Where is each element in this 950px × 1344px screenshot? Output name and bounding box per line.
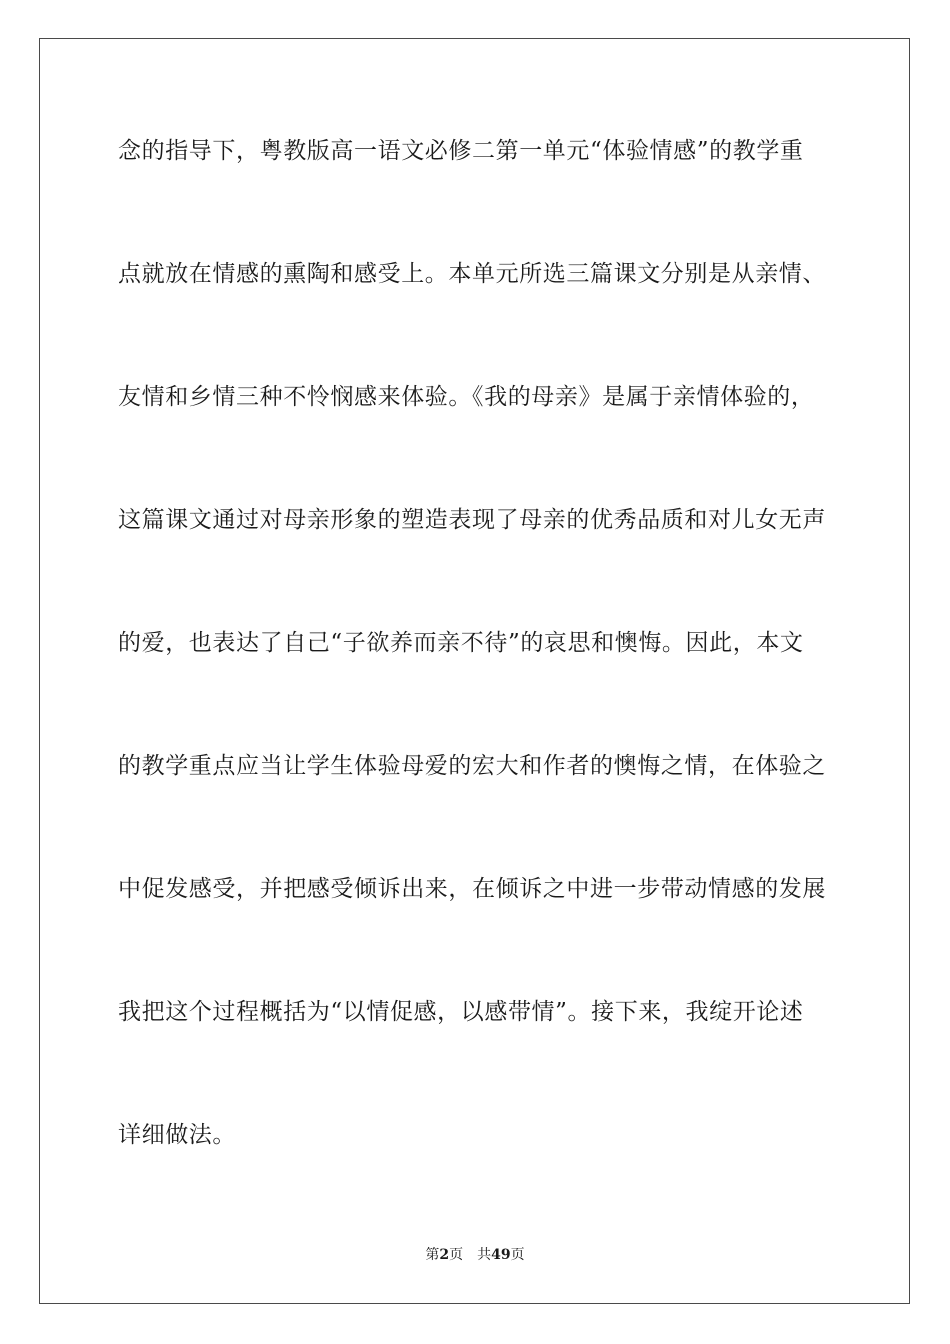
total-suffix: 页 — [510, 1247, 525, 1263]
page-footer — [0, 1246, 950, 1264]
text-line: 详细做法。 — [118, 1122, 236, 1148]
page-number: 2 — [439, 1247, 450, 1263]
text-line: 点就放在情感的熏陶和感受上。本单元所选三篇课文分别是从亲情、 — [118, 261, 826, 287]
page-prefix: 第 — [425, 1247, 440, 1263]
text-line: 中促发感受，并把感受倾诉出来，在倾诉之中进一步带动情感的发展 — [118, 876, 826, 902]
text-line: 的教学重点应当让学生体验母爱的宏大和作者的懊悔之情，在体验之 — [118, 753, 826, 779]
text-line: 友情和乡情三种不怜悯感来体验。《我的母亲》是属于亲情体验的， — [118, 384, 815, 410]
text-line: 的爱，也表达了自己“子欲养而亲不待”的哀思和懊悔。因此，本文 — [118, 630, 804, 656]
text-line: 念的指导下，粤教版高一语文必修二第一单元“体验情感”的教学重 — [118, 138, 804, 164]
total-prefix: 共 — [477, 1247, 492, 1263]
page-suffix: 页 — [449, 1247, 464, 1263]
total-pages: 49 — [491, 1247, 511, 1263]
text-line: 这篇课文通过对母亲形象的塑造表现了母亲的优秀品质和对儿女无声 — [118, 507, 826, 533]
text-line: 我把这个过程概括为“以情促感，以感带情”。接下来，我绽开论述 — [118, 999, 804, 1025]
